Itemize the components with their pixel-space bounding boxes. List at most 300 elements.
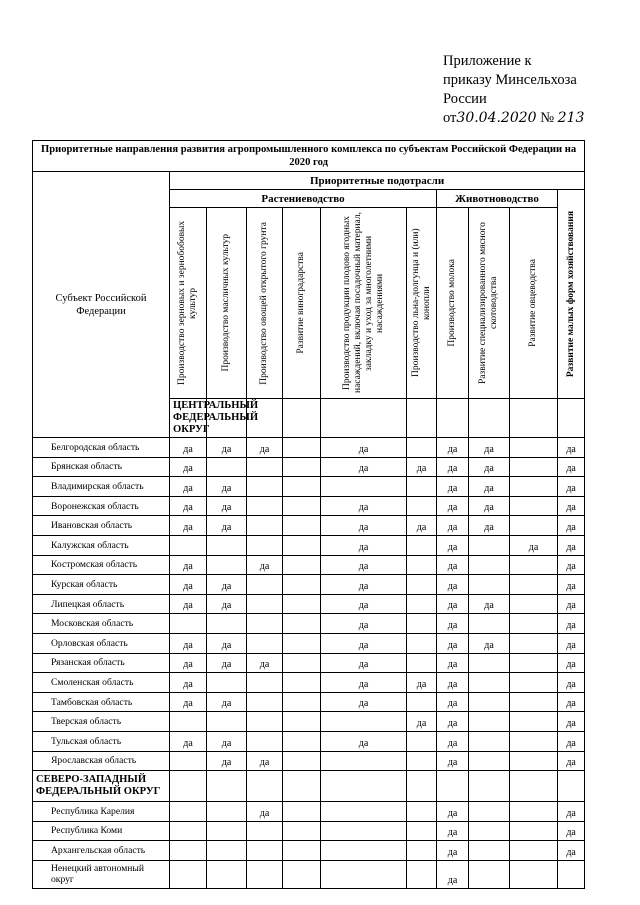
value-cell	[247, 457, 283, 477]
value-cell: да	[207, 575, 247, 595]
value-cell	[207, 535, 247, 555]
value-cell: да	[170, 516, 207, 536]
value-cell	[247, 477, 283, 497]
value-cell	[283, 751, 321, 771]
value-cell	[283, 712, 321, 732]
value-cell: да	[469, 477, 510, 497]
value-cell	[321, 860, 407, 888]
value-cell	[247, 673, 283, 693]
value-cell	[207, 841, 247, 861]
value-cell	[510, 653, 558, 673]
value-cell	[510, 860, 558, 888]
empty-cell	[437, 399, 469, 438]
value-cell	[407, 575, 437, 595]
value-cell: да	[207, 633, 247, 653]
region-name: Рязанская область	[33, 653, 170, 673]
table-row	[33, 594, 585, 614]
value-cell	[283, 457, 321, 477]
value-cell	[247, 633, 283, 653]
value-cell: да	[170, 477, 207, 497]
value-cell	[510, 673, 558, 693]
value-cell: да	[469, 594, 510, 614]
value-cell: да	[207, 653, 247, 673]
value-cell	[283, 614, 321, 634]
value-cell: да	[321, 594, 407, 614]
value-cell: да	[437, 594, 469, 614]
value-cell	[510, 802, 558, 822]
value-cell: да	[558, 614, 585, 634]
value-cell: да	[170, 575, 207, 595]
table-row	[33, 731, 585, 751]
value-cell	[407, 496, 437, 516]
column-header-6-text: Производство льна-долгунца и (или) конопли	[410, 228, 432, 378]
empty-cell	[247, 771, 283, 802]
column-header-7-text: Производство молока	[447, 259, 457, 347]
district-row	[33, 771, 585, 802]
region-name: Липецкая область	[33, 594, 170, 614]
value-cell: да	[437, 841, 469, 861]
value-cell	[247, 496, 283, 516]
value-cell: да	[558, 496, 585, 516]
region-name: Орловская область	[33, 633, 170, 653]
region-name: Московская область	[33, 614, 170, 634]
table-row	[33, 516, 585, 536]
table-title: Приоритетные направления развития агропромышленного комплекса по субъектам Российской Федерации на 2020 год	[33, 141, 585, 172]
value-cell	[510, 438, 558, 458]
table-row	[33, 841, 585, 861]
value-cell: да	[207, 496, 247, 516]
value-cell: да	[437, 692, 469, 712]
value-cell	[469, 614, 510, 634]
region-name: Республика Карелия	[33, 802, 170, 822]
column-header-2	[207, 208, 247, 399]
value-cell	[407, 555, 437, 575]
value-cell	[510, 594, 558, 614]
value-cell	[283, 692, 321, 712]
value-cell	[469, 860, 510, 888]
value-cell	[247, 731, 283, 751]
value-cell	[321, 751, 407, 771]
value-cell	[247, 712, 283, 732]
value-cell: да	[321, 535, 407, 555]
value-cell	[469, 731, 510, 751]
crop-production-header: Растениеводство	[170, 190, 437, 208]
column-header-3-text: Производство овощей открытого грунта	[259, 221, 269, 385]
value-cell	[510, 821, 558, 841]
value-cell	[407, 731, 437, 751]
value-cell: да	[558, 516, 585, 536]
value-cell	[469, 535, 510, 555]
value-cell	[407, 477, 437, 497]
value-cell	[510, 692, 558, 712]
appendix-line-2: приказу Минсельхоза	[443, 72, 577, 88]
priority-table	[32, 140, 585, 889]
column-header-10-text: Развитие малых форм хозяйствования	[565, 210, 576, 378]
value-cell: да	[437, 712, 469, 732]
value-cell: да	[321, 614, 407, 634]
value-cell: да	[558, 821, 585, 841]
appendix-block	[443, 52, 584, 128]
value-cell: да	[170, 673, 207, 693]
value-cell	[283, 496, 321, 516]
column-header-1	[170, 208, 207, 399]
value-cell	[207, 821, 247, 841]
value-cell	[510, 496, 558, 516]
table-row	[33, 633, 585, 653]
value-cell: да	[247, 802, 283, 822]
value-cell	[283, 841, 321, 861]
value-cell	[469, 555, 510, 575]
table-row	[33, 821, 585, 841]
column-header-8-text: Развитие специализированного мясного скотоводства	[478, 222, 499, 384]
value-cell: да	[207, 516, 247, 536]
value-cell	[170, 841, 207, 861]
value-cell: да	[437, 477, 469, 497]
empty-cell	[207, 771, 247, 802]
value-cell	[207, 712, 247, 732]
value-cell	[407, 614, 437, 634]
value-cell	[321, 841, 407, 861]
table-row	[33, 575, 585, 595]
table-row	[33, 802, 585, 822]
value-cell: да	[437, 653, 469, 673]
value-cell: да	[321, 496, 407, 516]
value-cell: да	[469, 438, 510, 458]
appendix-line-1: Приложение к	[443, 53, 532, 69]
value-cell: да	[170, 594, 207, 614]
value-cell	[283, 594, 321, 614]
column-header-2-text: Производство масличных культур	[221, 234, 231, 372]
value-cell	[407, 535, 437, 555]
value-cell: да	[437, 751, 469, 771]
value-cell	[247, 516, 283, 536]
value-cell: да	[407, 712, 437, 732]
region-name: Владимирская область	[33, 477, 170, 497]
region-name: Калужская область	[33, 535, 170, 555]
value-cell	[283, 438, 321, 458]
value-cell: да	[469, 633, 510, 653]
region-name: Ярославская область	[33, 751, 170, 771]
value-cell: да	[558, 575, 585, 595]
table-row	[33, 457, 585, 477]
value-cell: да	[437, 535, 469, 555]
value-cell: да	[321, 653, 407, 673]
value-cell: да	[170, 438, 207, 458]
value-cell	[510, 712, 558, 732]
subject-header: Субъект Российской Федерации	[33, 172, 170, 438]
region-name: Брянская область	[33, 457, 170, 477]
column-header-3	[247, 208, 283, 399]
region-name: Курская область	[33, 575, 170, 595]
region-name: Смоленская область	[33, 673, 170, 693]
value-cell: да	[437, 802, 469, 822]
column-header-5	[321, 208, 407, 399]
number-prefix: №	[540, 110, 555, 126]
empty-cell	[407, 771, 437, 802]
value-cell: да	[437, 438, 469, 458]
region-name: Республика Коми	[33, 821, 170, 841]
value-cell	[207, 673, 247, 693]
value-cell	[207, 860, 247, 888]
value-cell: да	[321, 438, 407, 458]
value-cell: да	[437, 575, 469, 595]
empty-cell	[510, 399, 558, 438]
value-cell: да	[321, 555, 407, 575]
region-name: Воронежская область	[33, 496, 170, 516]
empty-cell	[469, 771, 510, 802]
column-header-9-text: Развитие овцеводства	[528, 259, 538, 347]
value-cell: да	[437, 516, 469, 536]
value-cell: да	[247, 438, 283, 458]
value-cell	[469, 673, 510, 693]
empty-cell	[283, 399, 321, 438]
table-row	[33, 535, 585, 555]
value-cell: да	[437, 496, 469, 516]
region-name: Ненецкий автономный округ	[33, 860, 170, 888]
value-cell: да	[437, 821, 469, 841]
value-cell: да	[558, 802, 585, 822]
value-cell	[510, 516, 558, 536]
empty-cell	[510, 771, 558, 802]
value-cell	[283, 653, 321, 673]
appendix-date-line	[443, 109, 584, 128]
value-cell: да	[207, 438, 247, 458]
value-cell: да	[558, 841, 585, 861]
priority-subsectors-header: Приоритетные подотрасли	[170, 172, 585, 190]
date-value: 30.04.2020	[456, 110, 537, 126]
value-cell	[247, 594, 283, 614]
column-header-10	[558, 190, 585, 399]
value-cell	[283, 633, 321, 653]
region-name: Тульская область	[33, 731, 170, 751]
region-name: Белгородская область	[33, 438, 170, 458]
column-header-6	[407, 208, 437, 399]
value-cell: да	[170, 555, 207, 575]
value-cell: да	[407, 673, 437, 693]
value-cell: да	[558, 555, 585, 575]
empty-cell	[321, 399, 407, 438]
value-cell: да	[558, 535, 585, 555]
region-name: Архангельская область	[33, 841, 170, 861]
value-cell: да	[321, 516, 407, 536]
value-cell	[510, 477, 558, 497]
value-cell	[170, 614, 207, 634]
value-cell: да	[207, 477, 247, 497]
value-cell	[407, 821, 437, 841]
value-cell	[469, 802, 510, 822]
district-name: ЦЕНТРАЛЬНЫЙ ФЕДЕРАЛЬНЫЙ ОКРУГ	[170, 399, 207, 438]
value-cell	[510, 555, 558, 575]
region-name: Ивановская область	[33, 516, 170, 536]
empty-cell	[170, 771, 207, 802]
district-name: СЕВЕРО-ЗАПАДНЫЙ ФЕДЕРАЛЬНЫЙ ОКРУГ	[33, 771, 170, 802]
table-row	[33, 751, 585, 771]
value-cell	[510, 841, 558, 861]
value-cell	[510, 751, 558, 771]
value-cell: да	[207, 692, 247, 712]
value-cell: да	[207, 594, 247, 614]
value-cell	[321, 712, 407, 732]
value-cell: да	[558, 477, 585, 497]
value-cell	[510, 575, 558, 595]
table-row	[33, 653, 585, 673]
column-header-9	[510, 208, 558, 399]
value-cell: да	[437, 633, 469, 653]
value-cell	[469, 575, 510, 595]
value-cell	[510, 731, 558, 751]
value-cell	[247, 692, 283, 712]
value-cell: да	[321, 692, 407, 712]
table-row	[33, 555, 585, 575]
table-row	[33, 438, 585, 458]
value-cell: да	[558, 457, 585, 477]
value-cell: да	[437, 614, 469, 634]
value-cell: да	[558, 673, 585, 693]
region-name: Тверская область	[33, 712, 170, 732]
value-cell	[283, 477, 321, 497]
value-cell	[170, 751, 207, 771]
empty-cell	[437, 771, 469, 802]
value-cell	[469, 821, 510, 841]
region-name: Тамбовская область	[33, 692, 170, 712]
value-cell	[407, 692, 437, 712]
value-cell	[170, 802, 207, 822]
value-cell	[247, 614, 283, 634]
value-cell	[207, 614, 247, 634]
table-row	[33, 614, 585, 634]
value-cell	[283, 535, 321, 555]
table-row	[33, 496, 585, 516]
column-header-5-text: Производство продукции плодово ягодных насаждений, включая посадочный материал, закладку и уход за многолетними насаждениями	[341, 212, 385, 394]
value-cell	[407, 633, 437, 653]
value-cell	[469, 692, 510, 712]
empty-cell	[407, 399, 437, 438]
column-header-8	[469, 208, 510, 399]
value-cell	[321, 821, 407, 841]
value-cell	[170, 535, 207, 555]
column-header-7	[437, 208, 469, 399]
value-cell: да	[321, 457, 407, 477]
number-value: 213	[557, 110, 585, 126]
value-cell: да	[170, 457, 207, 477]
value-cell: да	[469, 516, 510, 536]
value-cell	[510, 614, 558, 634]
value-cell: да	[469, 457, 510, 477]
value-cell	[469, 751, 510, 771]
value-cell	[407, 841, 437, 861]
value-cell: да	[170, 653, 207, 673]
value-cell	[407, 653, 437, 673]
table-row	[33, 673, 585, 693]
value-cell	[407, 802, 437, 822]
value-cell	[207, 457, 247, 477]
empty-cell	[321, 771, 407, 802]
value-cell: да	[247, 555, 283, 575]
value-cell	[247, 575, 283, 595]
value-cell	[469, 712, 510, 732]
value-cell	[407, 751, 437, 771]
value-cell	[283, 731, 321, 751]
value-cell: да	[407, 457, 437, 477]
value-cell: да	[407, 516, 437, 536]
value-cell	[283, 575, 321, 595]
value-cell: да	[469, 496, 510, 516]
value-cell	[207, 555, 247, 575]
value-cell	[170, 712, 207, 732]
date-prefix: от	[443, 110, 457, 126]
value-cell: да	[437, 731, 469, 751]
value-cell: да	[321, 673, 407, 693]
value-cell: да	[558, 438, 585, 458]
value-cell: да	[437, 673, 469, 693]
value-cell	[170, 821, 207, 841]
value-cell	[469, 841, 510, 861]
value-cell	[247, 535, 283, 555]
value-cell	[283, 821, 321, 841]
column-header-4	[283, 208, 321, 399]
value-cell: да	[558, 731, 585, 751]
value-cell: да	[321, 575, 407, 595]
empty-cell	[283, 771, 321, 802]
column-header-1-text: Производство зерновых и зернобобовых культур	[177, 220, 198, 386]
value-cell	[321, 802, 407, 822]
value-cell: да	[170, 633, 207, 653]
appendix-line-3: России	[443, 91, 487, 107]
value-cell: да	[437, 860, 469, 888]
value-cell: да	[558, 653, 585, 673]
value-cell: да	[321, 731, 407, 751]
value-cell	[510, 457, 558, 477]
empty-cell	[469, 399, 510, 438]
value-cell	[321, 477, 407, 497]
value-cell: да	[207, 751, 247, 771]
value-cell: да	[170, 496, 207, 516]
value-cell	[558, 860, 585, 888]
value-cell: да	[558, 751, 585, 771]
value-cell	[247, 841, 283, 861]
value-cell	[247, 860, 283, 888]
value-cell: да	[558, 594, 585, 614]
column-header-4-text: Развитие виноградарства	[296, 252, 306, 354]
value-cell: да	[437, 555, 469, 575]
value-cell	[407, 594, 437, 614]
value-cell: да	[558, 712, 585, 732]
value-cell: да	[558, 633, 585, 653]
value-cell	[407, 860, 437, 888]
value-cell: да	[321, 633, 407, 653]
table-row	[33, 860, 585, 888]
value-cell	[207, 802, 247, 822]
value-cell: да	[170, 692, 207, 712]
value-cell	[283, 516, 321, 536]
table-row	[33, 477, 585, 497]
value-cell	[510, 633, 558, 653]
table-row	[33, 712, 585, 732]
value-cell	[170, 860, 207, 888]
value-cell: да	[437, 457, 469, 477]
table-row	[33, 692, 585, 712]
value-cell: да	[247, 751, 283, 771]
empty-cell	[558, 771, 585, 802]
value-cell: да	[247, 653, 283, 673]
value-cell	[469, 653, 510, 673]
value-cell: да	[558, 692, 585, 712]
value-cell: да	[207, 731, 247, 751]
value-cell	[247, 821, 283, 841]
value-cell	[283, 860, 321, 888]
region-name: Костромская область	[33, 555, 170, 575]
value-cell: да	[510, 535, 558, 555]
